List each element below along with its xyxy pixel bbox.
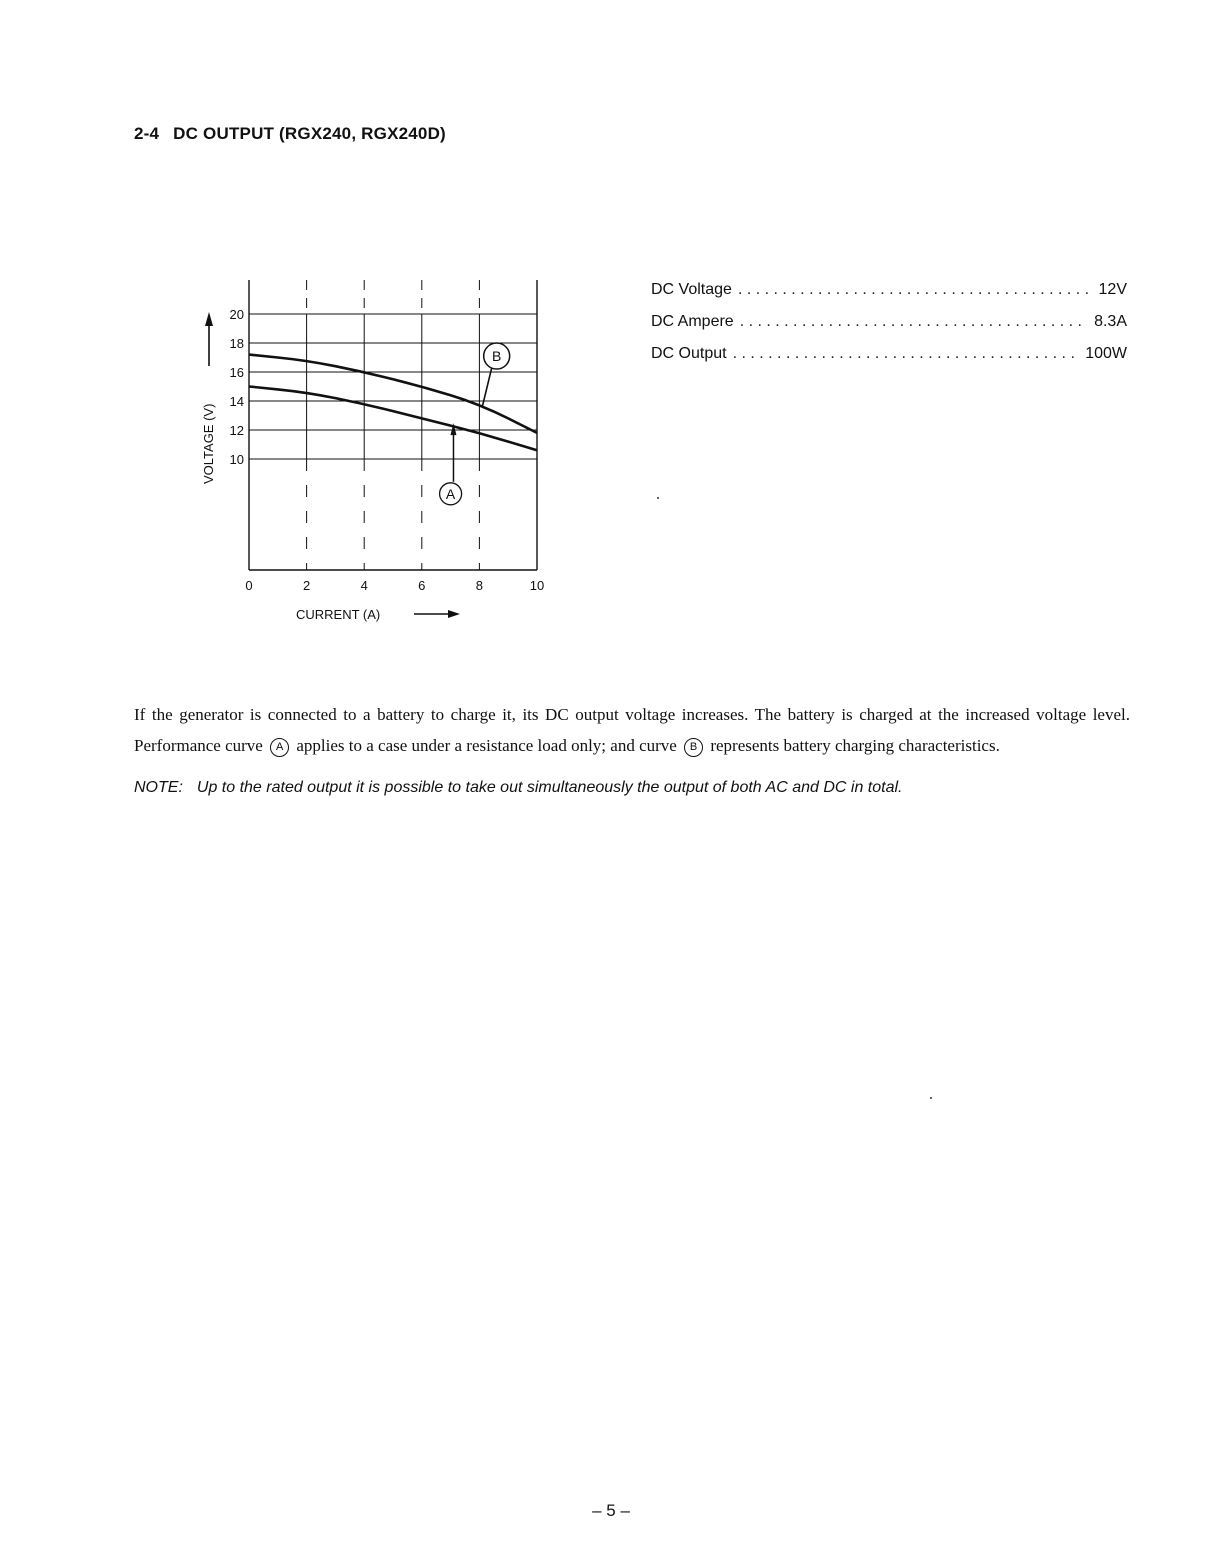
leader-dots [740, 313, 1088, 331]
leader-dots [738, 281, 1093, 299]
x-tick-label: 8 [475, 578, 484, 593]
spec-value: 100W [1085, 345, 1127, 362]
note-text: Up to the rated output it is possible to take out simultaneously the output of both AC and DC in total. [196, 779, 903, 796]
x-tick-label: 2 [302, 578, 311, 593]
page-number: – 5 – [592, 1501, 630, 1520]
spec-value: 12V [1098, 281, 1127, 298]
y-tick-label: 10 [229, 452, 244, 467]
y-tick-label: 20 [229, 307, 244, 322]
x-tick-label: 0 [245, 578, 253, 593]
spec-label: DC Output [651, 345, 727, 362]
scan-speck [930, 1097, 932, 1099]
dc-output-chart [190, 270, 560, 630]
curve-b-callout-label: B [492, 348, 502, 365]
curve-a-symbol: A [270, 738, 289, 757]
paragraph-text-2: applies to a case under a resistance load only; and curve [296, 736, 677, 755]
spec-value: 8.3A [1094, 313, 1127, 330]
y-axis-arrow-head [205, 312, 213, 326]
spec-row-dc-ampere [651, 313, 1127, 345]
spec-row-dc-voltage [651, 281, 1127, 313]
scan-speck [657, 497, 659, 499]
spec-row-dc-output [651, 345, 1127, 377]
y-tick-label: 18 [229, 336, 244, 351]
paragraph-text-1: If the generator is connected to a battery to charge it, its DC output voltage increases. The battery is charged at the increased voltage level. Performance curve [134, 705, 1130, 755]
leader-dots [733, 345, 1080, 363]
curve-a [249, 387, 537, 451]
section-heading [134, 124, 446, 144]
curve-a-callout-label: A [445, 485, 456, 502]
y-axis-label: VOLTAGE (V) [201, 403, 216, 484]
x-axis-label: CURRENT (A) [296, 607, 381, 622]
note-label: NOTE: [134, 779, 183, 796]
y-tick-label: 16 [229, 365, 244, 380]
x-axis-arrow-head [448, 610, 460, 618]
y-tick-label: 12 [229, 423, 244, 438]
section-title: DC OUTPUT (RGX240, RGX240D) [173, 124, 446, 143]
y-tick-label: 14 [229, 394, 244, 409]
spec-label: DC Ampere [651, 313, 734, 330]
paragraph-text-3: represents battery charging characteristics. [710, 736, 1000, 755]
spec-list [651, 281, 1127, 377]
spec-label: DC Voltage [651, 281, 732, 298]
section-number: 2-4 [134, 124, 160, 143]
description-paragraph [134, 699, 1130, 761]
x-tick-label: 6 [418, 578, 426, 593]
note [134, 779, 903, 797]
x-tick-label: 10 [529, 578, 545, 593]
curve-b-symbol: B [684, 738, 703, 757]
x-tick-label: 4 [360, 578, 368, 593]
